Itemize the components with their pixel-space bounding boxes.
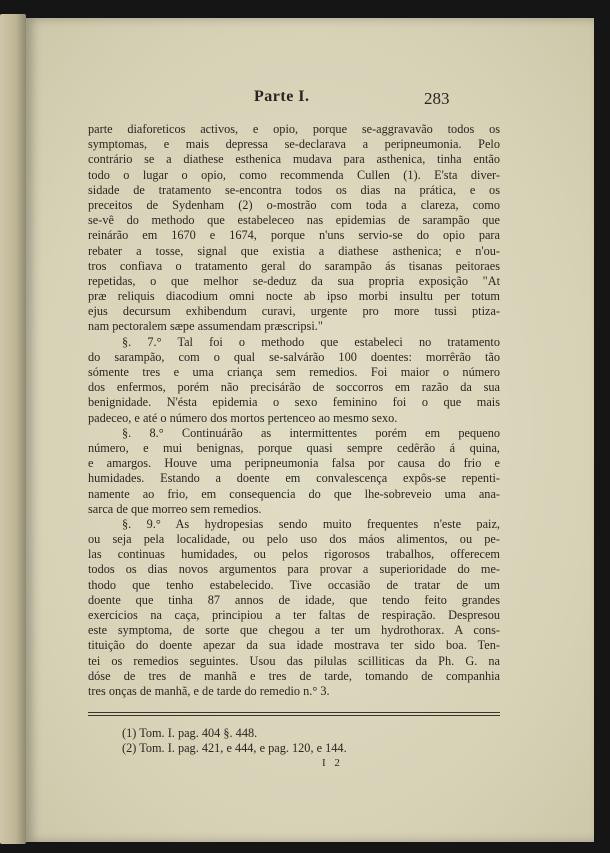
text-line: parte diaforeticos activos, e opio, porque se-aggravavão todos os (88, 122, 500, 136)
body-text (88, 122, 500, 699)
book-page (26, 18, 594, 842)
text-line: symptomas, e mais depressa se-declarava a peripneumonia. Pelo (88, 137, 500, 152)
text-line: se-vê do methodo que estabeleceo nas epidemias de sarampão que (88, 213, 500, 228)
text-line: padeceo, e até o número dos mortos pertenceo ao mesmo sexo. (88, 410, 398, 425)
paragraph-9-start: §. 9.° As hydropesias sendo muito frequentes n'este paiz, (122, 516, 500, 531)
text-line: sarca de que morreo sem remedios. (88, 501, 262, 516)
footnotes (122, 726, 502, 756)
text-line: todos os dias novos argumentos para provar a superioridade do me- (88, 562, 500, 577)
footnote-divider (88, 715, 500, 716)
text-line: benignidade. N'ésta epidemia o sexo feminino foi o que mais (88, 395, 500, 410)
text-line: doente que tinha 87 annos de idade, que tendo feito grandes (88, 592, 500, 607)
paragraph-7-start: §. 7.° Tal foi o methodo que estabeleci no tratamento (122, 334, 500, 349)
page-number: 283 (424, 89, 450, 108)
text-line: ou seja pela localidade, ou pelo uso dos máos alimentos, ou pe- (88, 532, 500, 547)
text-line: número, e mui benignas, porque quasi sempre cedêrão á quina, (88, 440, 500, 455)
text-line: exercicios na caça, principiou a ter faltas de respiração. Despresou (88, 608, 500, 622)
text-line: ejus decursum exhibendum curavi, urgente pro more tussi ptiza- (88, 304, 500, 319)
paragraph-8-start: §. 8.° Continuárão as intermittentes porém em pequeno (122, 425, 500, 440)
footnote-2: (2) Tom. I. pag. 421, e 444, e pag. 120, e 144. (122, 741, 347, 755)
page-header (26, 88, 594, 112)
text-line: sómente tres e uma criança sem remedios. Foi maior o número (88, 365, 500, 379)
text-line: este symptoma, de sorte que chegou a ter um hydrothorax. A cons- (88, 623, 500, 638)
facing-page-edge (0, 14, 26, 844)
text-line: rebater a tosse, signal que existia a diathese asthenica; e n'ou- (88, 243, 500, 258)
text-line: contrário se a diathese esthenica mudava para asthenica, tinha então (88, 152, 500, 167)
text-line: dos enfermos, porém não precisárão de soccorros em razão da sua (88, 380, 500, 395)
footnote-divider (88, 712, 500, 713)
text-line: tros confiava o tratamento geral do sarampão ás tisanas peitoraes (88, 258, 500, 273)
signature-mark: I 2 (322, 757, 343, 769)
running-head: Parte I. (254, 88, 310, 105)
text-line: præ reliquis diacodium omni nocte ab ipso morbi insultu per totum (88, 289, 500, 304)
text-line: dóse de tres de manhã e tres de tarde, tomando de companhia (88, 668, 500, 683)
text-line: nam pectoralem sæpe assumendam præscripsi." (88, 319, 323, 334)
text-line: todo o lugar o opio, como recommenda Cullen (1). E'sta diver- (88, 167, 500, 182)
text-line: tituição do doente apezar da sua idade mostrava ter sido boa. Ten- (88, 638, 500, 653)
footnote-1: (1) Tom. I. pag. 404 §. 448. (122, 726, 258, 740)
text-line: las continuas humidades, ou pelos rigorosos trabalhos, offerecem (88, 547, 500, 562)
text-line: e amargos. Houve uma peripneumonia falsa por causa do frio e (88, 456, 500, 471)
text-line: tei os remedios seguintes. Usou das pilulas scilliticas da Ph. G. na (88, 653, 500, 668)
text-line: repetidas, o que melhor se-deduz da sua propria exposição "At (88, 273, 500, 288)
text-line: namente ao frio, em consequencia do que lhe-sobreveio uma ana- (88, 486, 500, 501)
text-line: humidades. Estando a doente em convalescença expôs-se repenti- (88, 471, 500, 486)
text-line: preceitos de Sydenham (2) o-mostrão com toda a clareza, como (88, 197, 500, 212)
text-line: reinárão em 1670 e 1674, porque n'uns servio-se do opio para (88, 228, 500, 243)
text-line: sidade de tratamento se-encontra todos os dias na prática, e os (88, 182, 500, 197)
text-line: thodo que tenho estabelecido. Tive occasião de tratar de um (88, 577, 500, 592)
text-line: do sarampão, com o qual se-salvárão 100 doentes: morrêrão tão (88, 349, 500, 364)
text-line: tres onças de manhã, e de tarde do remedio n.° 3. (88, 683, 330, 698)
